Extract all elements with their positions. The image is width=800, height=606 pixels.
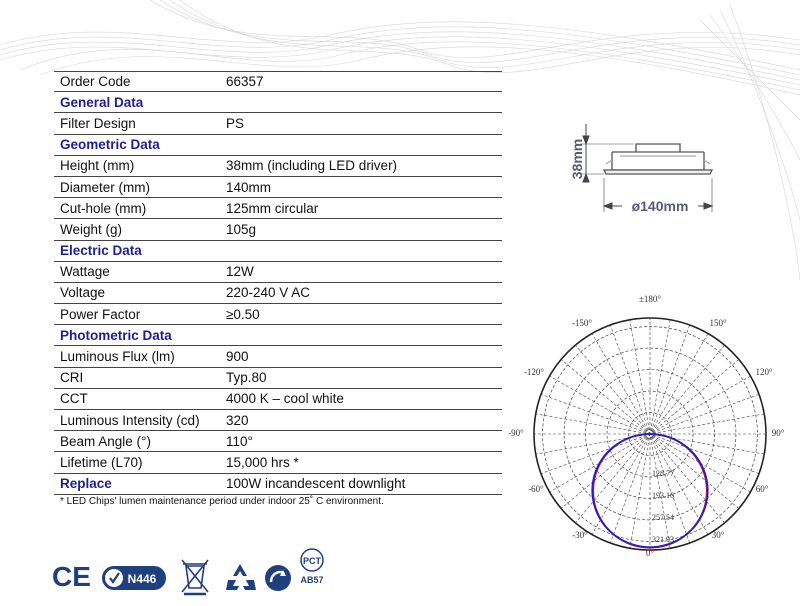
replace-label: Replace [60,476,112,492]
beam-angle-label: Beam Angle (°) [60,433,151,449]
spec-table [54,71,502,495]
row-cct [54,389,502,410]
voltage-value: 220-240 V AC [226,285,311,301]
angle-label-0: 0° [645,548,655,558]
power-factor-label: Power Factor [60,306,141,322]
row-height [54,156,502,177]
diameter-value: 140mm [226,179,272,195]
power-factor-value: ≥0.50 [226,306,260,322]
angle-label-m150: -150° [571,318,593,328]
n446-mark-icon [102,566,166,590]
ce-mark-icon [52,561,91,592]
recycle-icon [226,564,256,590]
dimension-drawing [569,112,736,222]
angle-label-m120: -120° [523,367,545,377]
polar-curves [592,434,707,548]
geometric-data-header: Geometric Data [60,137,160,153]
row-power-factor [54,304,502,325]
lifetime-label: Lifetime (L70) [60,454,143,470]
angle-label-m60: -60° [528,484,544,494]
lifetime-value: 15,000 hrs * [226,454,299,470]
row-wattage [54,262,502,283]
cri-value: Typ.80 [226,370,267,386]
row-filter-design [54,113,502,134]
angle-label-p150: 150° [709,318,727,328]
voltage-label: Voltage [60,285,106,301]
section-electric-data [54,241,502,262]
n446-text: N446 [127,572,157,586]
row-voltage [54,283,502,304]
row-luminous-flux [54,346,502,367]
row-replace [54,474,502,495]
luminous-flux-value: 900 [226,349,249,365]
filter-design-label: Filter Design [60,115,136,131]
filter-design-value: PS [226,115,245,131]
height-value: 38mm (including LED driver) [226,158,398,174]
row-beam-angle [54,431,502,452]
downlight-outline [604,144,712,174]
beam-angle-value: 110° [226,433,253,449]
row-lifetime [54,452,502,473]
section-geometric-data [54,135,502,156]
ring-label-3: 257.54 [652,513,674,522]
diameter-label: Diameter (mm) [60,179,150,195]
cri-label: CRI [60,370,84,386]
height-label: 38mm [569,138,585,180]
luminous-flux-label: Luminous Flux (lm) [60,349,175,365]
angle-label-p90: 90° [771,428,785,438]
polar-intensity-diagram [500,290,800,560]
pct-text: PCT [303,556,321,566]
section-general-data [54,92,502,113]
photometric-data-header: Photometric Data [60,327,172,343]
angle-label-p120: 120° [755,367,773,377]
pct-mark-icon [300,549,323,585]
row-order-code [54,71,502,92]
angle-label-m90: -90° [508,428,524,438]
luminous-intensity-label: Luminous Intensity (cd) [60,412,200,428]
footnote: * LED Chips' lumen maintenance period under indoor 25˚ C environment. [60,496,384,507]
certification-marks [50,546,350,596]
polar-curve-c90 [592,434,707,547]
angle-label-180: ±180° [638,294,662,304]
ab57-text: AB57 [300,575,324,585]
row-weight [54,219,502,240]
replace-value: 100W incandescent downlight [226,476,406,492]
angle-label-p30: 30° [711,530,725,540]
general-data-header: General Data [60,94,144,110]
electric-data-header: Electric Data [60,243,142,259]
row-diameter [54,177,502,198]
row-cut-hole [54,198,502,219]
angle-label-p60: 60° [755,484,769,494]
height-label: Height (mm) [60,158,135,174]
order-code-label: Order Code [60,74,131,90]
diameter-label: ø140mm [631,198,689,214]
wattage-value: 12W [226,264,254,280]
ce-mark-text: CE [52,561,91,592]
angle-label-m30: -30° [572,530,588,540]
polar-angle-labels [508,294,785,558]
weight-label: Weight (g) [60,221,123,237]
luminous-intensity-value: 320 [226,412,249,428]
weee-bin-icon [182,560,208,594]
row-luminous-intensity [54,410,502,431]
ring-label-2: 193.16 [652,491,674,500]
cut-hole-label: Cut-hole (mm) [60,200,147,216]
cut-hole-value: 125mm circular [226,200,319,216]
green-dot-icon [265,565,291,591]
order-code-value: 66357 [226,74,264,90]
ring-label-4: 321.93 [652,535,674,544]
cct-value: 4000 K – cool white [226,391,344,407]
weight-value: 105g [226,221,257,237]
cct-label: CCT [60,391,88,407]
wattage-label: Wattage [60,264,110,280]
ring-label-1: 128.77 [652,469,674,478]
row-cri [54,368,502,389]
section-photometric-data [54,325,502,346]
